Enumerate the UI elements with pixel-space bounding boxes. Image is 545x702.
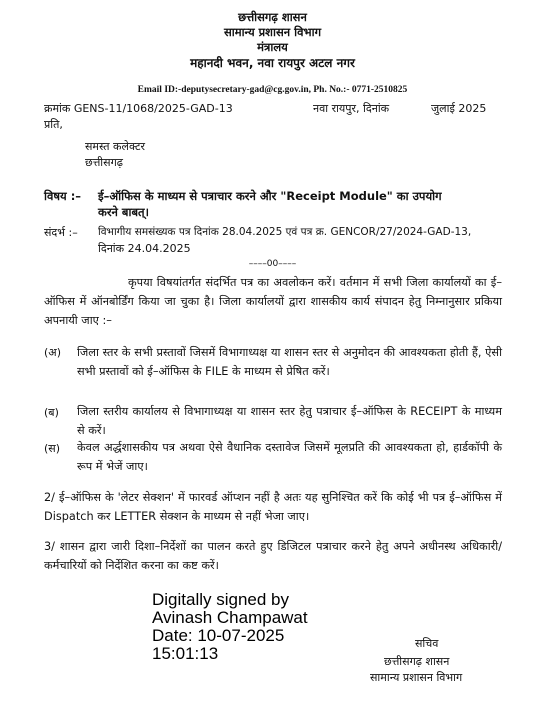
list-item-a: जिला स्तर के सभी प्रस्तावों जिसमें विभागाध्यक्ष या शासन स्तर से अनुमोदन की आवश्यकता होती हैं, ऐसी सभी प्रस्तावों को ई–ऑफिस के FILE के माध्यम से प्रेषित करें।	[77, 346, 502, 378]
recipient-line2: छत्तीसगढ़	[85, 156, 123, 169]
list-marker-a: (अ)	[44, 346, 61, 359]
header-address: महानदी भवन, नवा रायपुर अटल नगर	[190, 56, 355, 70]
recipient-line1: समस्त कलेक्टर	[85, 140, 146, 153]
header-contact	[0, 77, 545, 96]
digital-signature-date: Date: 10-07-2025	[152, 626, 285, 645]
paragraph-2: 2/ ई–ऑफिस के 'लेटर सेक्शन' में फारवर्ड ऑप्शन नहीं है अतः यह सुनिश्चित करें कि कोई भी पत्र ई–ऑफिस में Dispatch कर LETTER सेक्शन के माध्यम से नहीं भेजा जाए।	[44, 491, 502, 523]
paragraph-intro: कृपया विषयांतर्गत संदर्भित पत्र का अवलोकन करें। वर्तमान में सभी जिला कार्यालयों का ई–ऑफिस में ऑनबोर्डिंग किया जा चुका है। जिला कार्यालयों द्वारा शासकीय कार्य संपादन हेतु निम्नानुसार प्रकिया अपनायी जाए :–	[44, 276, 502, 327]
header-department: सामान्य प्रशासन विभाग	[223, 25, 322, 39]
digital-signature-name: Avinash Champawat	[152, 608, 308, 627]
reference-label: संदर्भ :–	[44, 226, 78, 239]
list-marker-b: (ब)	[44, 406, 59, 419]
separator: ––––00––––	[248, 259, 297, 269]
letter-number: क्रमांक GENS-11/1068/2025-GAD-13	[44, 102, 233, 115]
signatory-government: छत्तीसगढ़ शासन	[384, 655, 450, 668]
digital-signature-time: 15:01:13	[152, 644, 219, 663]
prati-label: प्रति,	[44, 118, 63, 131]
list-marker-c: (स)	[44, 442, 61, 455]
header-government: छत्तीसगढ़ शासन	[238, 10, 307, 24]
subject-label: विषय :–	[44, 189, 82, 203]
list-item-c: केवल अर्द्धशासकीय पत्र अथवा ऐसे वैधानिक दस्तावेज जिसमें मूलप्रति की आवश्यकता हो, हार्डकॉपी के रूप में भेजें जाए।	[77, 441, 502, 473]
header-contact-text: Email ID:-deputysecretary-gad@cg.gov.in, Ph. No.:- 0771-2510825	[137, 85, 408, 95]
subject-line1: ई–ऑफिस के माध्यम से पत्राचार करने और "Receipt Module" का उपयोग	[98, 189, 442, 203]
letter-month: जुलाई 2025	[431, 102, 487, 115]
header-ministry: मंत्रालय	[257, 40, 288, 54]
letter-place-date: नवा रायपुर, दिनांक	[313, 102, 390, 115]
paragraph-3: 3/ शासन द्वारा जारी दिशा–निर्देशों का पालन करते हुए डिजिटल पत्राचार करने हेतु अपने अधीनस्थ अधिकारी/कर्मचारियों को निर्देशित करना का कष्ट करें।	[44, 540, 502, 572]
reference-line1: विभागीय समसंख्यक पत्र दिनांक 28.04.2025 एवं पत्र क्र. GENCOR/27/2024-GAD-13,	[98, 226, 472, 238]
signatory-department: सामान्य प्रशासन विभाग	[370, 671, 463, 684]
subject-line2: करने बाबत्।	[98, 205, 149, 219]
list-item-b: जिला स्तरीय कार्यालय से विभागाध्यक्ष या शासन स्तर हेतु पत्राचार ई–ऑफिस के RECEIPT के माध्यम से करें।	[77, 405, 502, 437]
digital-signature-line1: Digitally signed by	[152, 590, 290, 609]
signatory-title: सचिव	[415, 637, 439, 650]
reference-line2: दिनांक 24.04.2025	[98, 242, 191, 255]
